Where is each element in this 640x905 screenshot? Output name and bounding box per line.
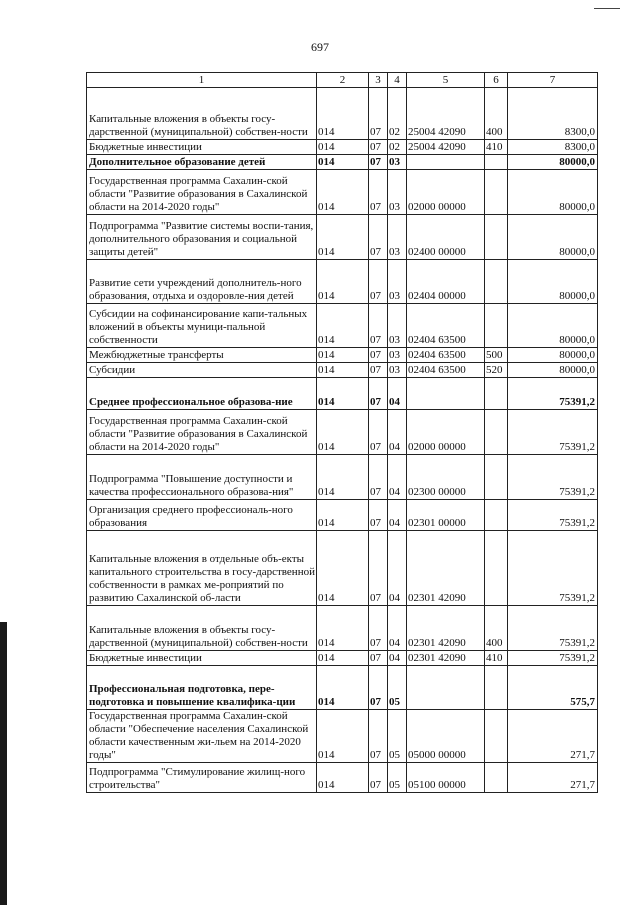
section-code-cell: 07 bbox=[369, 500, 388, 531]
ved-code-cell: 014 bbox=[317, 363, 369, 378]
row-name-cell: Капитальные вложения в объекты госу-дарственной (муниципальной) собствен-ности bbox=[87, 606, 317, 651]
target-article-cell bbox=[407, 666, 485, 710]
subsection-code-cell: 02 bbox=[388, 140, 407, 155]
column-header: 2 bbox=[317, 73, 369, 88]
expense-type-cell bbox=[485, 155, 508, 170]
expense-type-cell: 410 bbox=[485, 140, 508, 155]
expense-type-cell: 400 bbox=[485, 606, 508, 651]
section-code-cell: 07 bbox=[369, 410, 388, 455]
row-name-cell: Государственная программа Сахалин-ской области "Развитие образования в Сахалинской области на 2014-2020 годы" bbox=[87, 170, 317, 215]
ved-code-cell: 014 bbox=[317, 170, 369, 215]
ved-code-cell: 014 bbox=[317, 651, 369, 666]
expense-type-cell bbox=[485, 260, 508, 304]
target-article-cell: 02000 00000 bbox=[407, 410, 485, 455]
table-row bbox=[87, 531, 598, 606]
target-article-cell: 02404 63500 bbox=[407, 363, 485, 378]
ved-code-cell: 014 bbox=[317, 140, 369, 155]
expense-type-cell: 520 bbox=[485, 363, 508, 378]
expense-type-cell bbox=[485, 531, 508, 606]
amount-cell: 80000,0 bbox=[508, 348, 598, 363]
table-row bbox=[87, 304, 598, 348]
subsection-code-cell: 05 bbox=[388, 710, 407, 763]
target-article-cell: 02301 42090 bbox=[407, 606, 485, 651]
target-article-cell: 02404 63500 bbox=[407, 348, 485, 363]
subsection-code-cell: 04 bbox=[388, 455, 407, 500]
expense-type-cell: 500 bbox=[485, 348, 508, 363]
target-article-cell: 05000 00000 bbox=[407, 710, 485, 763]
target-article-cell bbox=[407, 378, 485, 410]
expense-type-cell bbox=[485, 455, 508, 500]
row-name-cell: Организация среднего профессиональ-ного образования bbox=[87, 500, 317, 531]
amount-cell: 575,7 bbox=[508, 666, 598, 710]
ved-code-cell: 014 bbox=[317, 710, 369, 763]
amount-cell: 80000,0 bbox=[508, 155, 598, 170]
ved-code-cell: 014 bbox=[317, 378, 369, 410]
target-article-cell: 02300 00000 bbox=[407, 455, 485, 500]
section-code-cell: 07 bbox=[369, 215, 388, 260]
row-name-cell: Бюджетные инвестиции bbox=[87, 140, 317, 155]
ved-code-cell: 014 bbox=[317, 606, 369, 651]
subsection-code-cell: 03 bbox=[388, 363, 407, 378]
expense-type-cell bbox=[485, 410, 508, 455]
row-name-cell: Государственная программа Сахалин-ской области "Обеспечение населения Сахалинской области качественным жи-льем на 2014-2020 годы" bbox=[87, 710, 317, 763]
target-article-cell: 02404 00000 bbox=[407, 260, 485, 304]
row-name-cell: Субсидии на софинансирование капи-тальных вложений в объекты муници-пальной собственности bbox=[87, 304, 317, 348]
table-row bbox=[87, 155, 598, 170]
table-row bbox=[87, 410, 598, 455]
amount-cell: 80000,0 bbox=[508, 215, 598, 260]
subsection-code-cell: 05 bbox=[388, 763, 407, 793]
budget-table bbox=[86, 72, 598, 793]
section-code-cell: 07 bbox=[369, 531, 388, 606]
row-name-cell: Подпрограмма "Повышение доступности и качества профессионального образова-ния" bbox=[87, 455, 317, 500]
subsection-code-cell: 04 bbox=[388, 651, 407, 666]
section-code-cell: 07 bbox=[369, 710, 388, 763]
table-row bbox=[87, 363, 598, 378]
column-header: 7 bbox=[508, 73, 598, 88]
table-row bbox=[87, 170, 598, 215]
amount-cell: 75391,2 bbox=[508, 500, 598, 531]
expense-type-cell: 410 bbox=[485, 651, 508, 666]
expense-type-cell bbox=[485, 378, 508, 410]
subsection-code-cell: 03 bbox=[388, 155, 407, 170]
amount-cell: 80000,0 bbox=[508, 363, 598, 378]
amount-cell: 80000,0 bbox=[508, 260, 598, 304]
ved-code-cell: 014 bbox=[317, 215, 369, 260]
column-header: 5 bbox=[407, 73, 485, 88]
ved-code-cell: 014 bbox=[317, 304, 369, 348]
target-article-cell: 25004 42090 bbox=[407, 140, 485, 155]
row-name-cell: Субсидии bbox=[87, 363, 317, 378]
target-article-cell: 02404 63500 bbox=[407, 304, 485, 348]
table-header-row bbox=[87, 73, 598, 88]
section-code-cell: 07 bbox=[369, 304, 388, 348]
table-row bbox=[87, 88, 598, 140]
amount-cell: 271,7 bbox=[508, 763, 598, 793]
subsection-code-cell: 03 bbox=[388, 170, 407, 215]
subsection-code-cell: 04 bbox=[388, 531, 407, 606]
table-row bbox=[87, 651, 598, 666]
target-article-cell: 25004 42090 bbox=[407, 88, 485, 140]
section-code-cell: 07 bbox=[369, 140, 388, 155]
subsection-code-cell: 04 bbox=[388, 410, 407, 455]
table-row bbox=[87, 500, 598, 531]
section-code-cell: 07 bbox=[369, 378, 388, 410]
target-article-cell: 02301 00000 bbox=[407, 500, 485, 531]
target-article-cell: 02301 42090 bbox=[407, 531, 485, 606]
section-code-cell: 07 bbox=[369, 666, 388, 710]
column-header: 4 bbox=[388, 73, 407, 88]
amount-cell: 80000,0 bbox=[508, 304, 598, 348]
column-header: 6 bbox=[485, 73, 508, 88]
ved-code-cell: 014 bbox=[317, 348, 369, 363]
subsection-code-cell: 04 bbox=[388, 606, 407, 651]
table-row bbox=[87, 606, 598, 651]
target-article-cell bbox=[407, 155, 485, 170]
row-name-cell: Капитальные вложения в объекты госу-дарственной (муниципальной) собствен-ности bbox=[87, 88, 317, 140]
page-number: 697 bbox=[311, 40, 329, 54]
target-article-cell: 02400 00000 bbox=[407, 215, 485, 260]
section-code-cell: 07 bbox=[369, 170, 388, 215]
amount-cell: 75391,2 bbox=[508, 606, 598, 651]
amount-cell: 75391,2 bbox=[508, 410, 598, 455]
expense-type-cell bbox=[485, 666, 508, 710]
section-code-cell: 07 bbox=[369, 455, 388, 500]
subsection-code-cell: 03 bbox=[388, 260, 407, 304]
row-name-cell: Подпрограмма "Стимулирование жилищ-ного строительства" bbox=[87, 763, 317, 793]
subsection-code-cell: 03 bbox=[388, 215, 407, 260]
table-row bbox=[87, 455, 598, 500]
amount-cell: 75391,2 bbox=[508, 378, 598, 410]
table-row bbox=[87, 215, 598, 260]
row-name-cell: Государственная программа Сахалин-ской области "Развитие образования в Сахалинской области на 2014-2020 годы" bbox=[87, 410, 317, 455]
row-name-cell: Профессиональная подготовка, пере-подготовка и повышение квалифика-ции bbox=[87, 666, 317, 710]
row-name-cell: Дополнительное образование детей bbox=[87, 155, 317, 170]
amount-cell: 271,7 bbox=[508, 710, 598, 763]
ved-code-cell: 014 bbox=[317, 763, 369, 793]
subsection-code-cell: 05 bbox=[388, 666, 407, 710]
amount-cell: 75391,2 bbox=[508, 651, 598, 666]
ved-code-cell: 014 bbox=[317, 455, 369, 500]
amount-cell: 75391,2 bbox=[508, 455, 598, 500]
table-row bbox=[87, 140, 598, 155]
expense-type-cell bbox=[485, 500, 508, 531]
section-code-cell: 07 bbox=[369, 155, 388, 170]
expense-type-cell: 400 bbox=[485, 88, 508, 140]
subsection-code-cell: 04 bbox=[388, 378, 407, 410]
section-code-cell: 07 bbox=[369, 348, 388, 363]
table-row bbox=[87, 763, 598, 793]
subsection-code-cell: 02 bbox=[388, 88, 407, 140]
amount-cell: 80000,0 bbox=[508, 170, 598, 215]
subsection-code-cell: 04 bbox=[388, 500, 407, 531]
row-name-cell: Межбюджетные трансферты bbox=[87, 348, 317, 363]
row-name-cell: Подпрограмма "Развитие системы воспи-тания, дополнительного образования и социальной защиты детей" bbox=[87, 215, 317, 260]
expense-type-cell bbox=[485, 215, 508, 260]
target-article-cell: 05100 00000 bbox=[407, 763, 485, 793]
row-name-cell: Бюджетные инвестиции bbox=[87, 651, 317, 666]
expense-type-cell bbox=[485, 710, 508, 763]
table-row bbox=[87, 378, 598, 410]
scan-edge-bar bbox=[0, 622, 7, 905]
target-article-cell: 02000 00000 bbox=[407, 170, 485, 215]
section-code-cell: 07 bbox=[369, 651, 388, 666]
ved-code-cell: 014 bbox=[317, 410, 369, 455]
section-code-cell: 07 bbox=[369, 88, 388, 140]
ved-code-cell: 014 bbox=[317, 666, 369, 710]
subsection-code-cell: 03 bbox=[388, 348, 407, 363]
scan-mark bbox=[594, 8, 620, 9]
column-header: 3 bbox=[369, 73, 388, 88]
amount-cell: 8300,0 bbox=[508, 88, 598, 140]
ved-code-cell: 014 bbox=[317, 88, 369, 140]
table-row bbox=[87, 348, 598, 363]
target-article-cell: 02301 42090 bbox=[407, 651, 485, 666]
row-name-cell: Капитальные вложения в отдельные объ-екты капитального строительства в госу-дарственной собственности в рамках ме-роприятий по развитию Сахалинской об-ласти bbox=[87, 531, 317, 606]
amount-cell: 75391,2 bbox=[508, 531, 598, 606]
section-code-cell: 07 bbox=[369, 763, 388, 793]
table-row bbox=[87, 260, 598, 304]
ved-code-cell: 014 bbox=[317, 531, 369, 606]
section-code-cell: 07 bbox=[369, 363, 388, 378]
ved-code-cell: 014 bbox=[317, 500, 369, 531]
row-name-cell: Развитие сети учреждений дополнитель-ного образования, отдыха и оздоровле-ния детей bbox=[87, 260, 317, 304]
section-code-cell: 07 bbox=[369, 260, 388, 304]
amount-cell: 8300,0 bbox=[508, 140, 598, 155]
subsection-code-cell: 03 bbox=[388, 304, 407, 348]
section-code-cell: 07 bbox=[369, 606, 388, 651]
expense-type-cell bbox=[485, 763, 508, 793]
table-row bbox=[87, 710, 598, 763]
column-header: 1 bbox=[87, 73, 317, 88]
row-name-cell: Среднее профессиональное образова-ние bbox=[87, 378, 317, 410]
ved-code-cell: 014 bbox=[317, 260, 369, 304]
expense-type-cell bbox=[485, 304, 508, 348]
expense-type-cell bbox=[485, 170, 508, 215]
ved-code-cell: 014 bbox=[317, 155, 369, 170]
table-row bbox=[87, 666, 598, 710]
